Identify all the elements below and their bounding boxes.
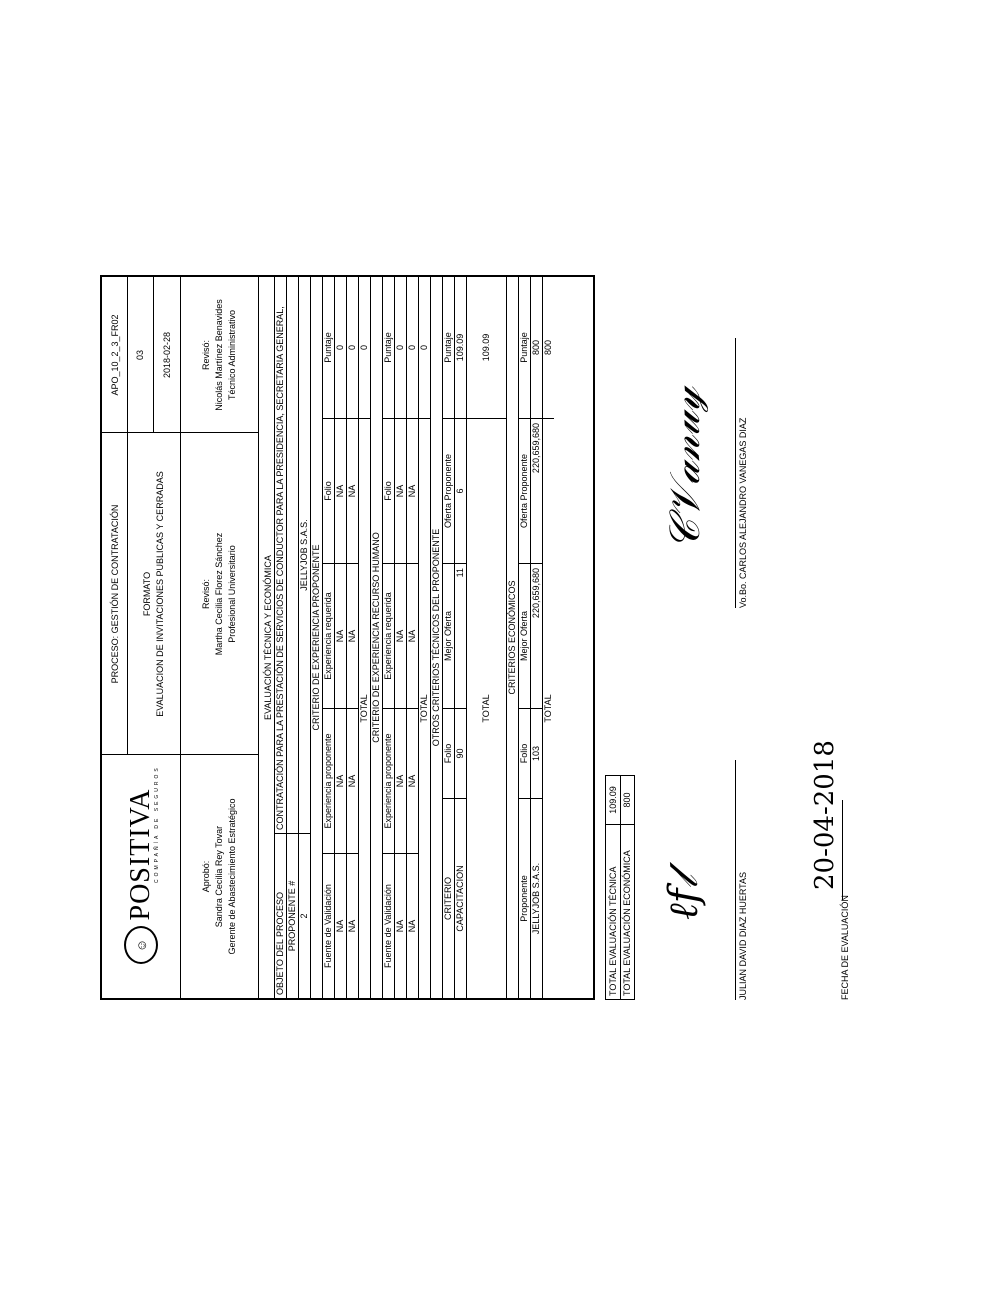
logo-block: [102, 754, 181, 998]
table-cell: CAPACITACION: [454, 798, 466, 998]
format-title: EVALUACION DE INVITACIONES PUBLICAS Y CERRADAS: [154, 471, 165, 717]
proponent-label: PROPONENTE #: [286, 833, 298, 998]
section-title: EVALUACIÓN TÉCNICA Y ECONÓMICA: [262, 277, 275, 998]
table-cell: Fuente de Validación: [322, 853, 334, 998]
logo-text: POSITIVA: [125, 788, 156, 921]
table-cell: Sandra Cecilia Rey Tovar: [213, 825, 224, 928]
table-cell: Oferta Proponente: [518, 418, 530, 563]
table-cell: Puntaje: [323, 332, 333, 363]
table-cell: NA: [406, 418, 418, 563]
logo-subtext: COMPAÑÍA DE SEGUROS: [154, 765, 160, 883]
table-cell: TOTAL EVALUACIÓN ECONÓMICA: [620, 824, 634, 999]
table-cell: 0: [335, 345, 345, 351]
other-technical-total: [466, 277, 507, 998]
form-header: [102, 277, 262, 998]
summary-technical-row: [606, 776, 621, 999]
process-title: PROCESO: GESTIÓN DE CONTRATACIÓN: [102, 432, 128, 755]
table-cell: 109.09: [455, 333, 465, 362]
table-cell: Mejor Oferta: [442, 563, 454, 708]
table-cell: Folio: [322, 418, 334, 563]
table-cell: 0: [419, 345, 429, 351]
exp-hr-title: CRITERIO DE EXPERIENCIA RECURSO HUMANO: [370, 277, 383, 998]
table-cell: 800: [543, 339, 553, 356]
evaluation-date-value: 20-04-2018: [810, 740, 840, 890]
table-cell: NA: [334, 853, 346, 998]
table-cell: JELLYJOB S.A.S.: [530, 798, 542, 998]
table-cell: Mejor Oferta: [518, 563, 530, 708]
table-cell: 103: [530, 708, 542, 798]
table-cell: 800: [622, 792, 632, 808]
table-cell: Folio: [518, 708, 530, 798]
table-cell: 220,659,680: [530, 418, 542, 563]
table-cell: NA: [394, 418, 406, 563]
evaluation-form: [100, 275, 595, 1000]
table-cell: Gerente de Abastecimiento Estratégico: [226, 798, 237, 955]
table-cell: 0: [395, 345, 405, 351]
table-cell: Técnico Administrativo: [226, 309, 237, 401]
logo-emblem-icon: ☺: [124, 926, 158, 964]
table-cell: Profesional Universitario: [226, 545, 237, 643]
table-cell: NA: [394, 708, 406, 853]
document-code: APO_10_2_3_FR02: [102, 277, 128, 433]
table-cell: Puntaje: [383, 332, 393, 363]
table-cell: 90: [454, 708, 466, 798]
document-date: 2018-02-28: [153, 277, 181, 433]
table-cell: Martha Cecilia Florez Sánchez: [213, 532, 224, 656]
table-cell: NA: [346, 853, 358, 998]
proponent-number: 2: [298, 833, 310, 998]
summary-economic-row: [620, 776, 634, 999]
reviewed-by-2: [180, 277, 259, 433]
table-cell: Folio: [442, 708, 454, 798]
table-cell: Aprobó:: [200, 860, 211, 893]
economic-title: CRITERIOS ECONÓMICOS: [506, 277, 519, 998]
table-cell: NA: [334, 708, 346, 853]
table-cell: 109.09: [481, 333, 491, 362]
table-cell: TOTAL: [358, 418, 370, 998]
table-cell: Nicolás Martínez Benavides: [213, 299, 224, 411]
signer-right-name: Vo.Bo. CARLOS ALEJANDRO VANEGAS DIAZ: [738, 417, 748, 608]
signature-left: ℓ𝑓𝓁: [661, 875, 707, 920]
table-cell: NA: [334, 563, 346, 708]
table-cell: NA: [406, 853, 418, 998]
table-cell: Folio: [382, 418, 394, 563]
table-cell: 0: [347, 345, 357, 351]
table-cell: Experiencia proponente: [322, 708, 334, 853]
table-cell: Experiencia requerida: [322, 563, 334, 708]
table-cell: NA: [406, 563, 418, 708]
table-cell: 6: [454, 418, 466, 563]
table-cell: 11: [454, 563, 466, 708]
table-cell: Experiencia proponente: [382, 708, 394, 853]
summary-totals: [605, 775, 635, 1000]
table-cell: TOTAL EVALUACIÓN TÉCNICA: [606, 824, 620, 999]
table-cell: CRITERIO: [442, 798, 454, 998]
table-cell: Puntaje: [519, 332, 529, 363]
table-cell: Puntaje: [443, 332, 453, 363]
table-cell: NA: [346, 418, 358, 563]
approved-by: [180, 754, 259, 998]
table-cell: Revisó:: [200, 340, 211, 371]
table-cell: 220,659,680: [530, 563, 542, 708]
process-object-value: CONTRATACIÓN PARA LA PRESTACIÓN DE SERVICIOS DE CONDUCTOR PARA LA PRESIDENCIA, SECRETARIA GENERAL,: [275, 306, 285, 830]
table-cell: 0: [359, 345, 369, 351]
table-cell: TOTAL: [542, 418, 554, 998]
reviewed-by-1: [180, 432, 259, 755]
table-cell: TOTAL: [466, 418, 506, 998]
table-cell: NA: [406, 708, 418, 853]
layout-block: [124, 789, 158, 965]
signer-left-name: JULIAN DAVID DIAZ HUERTAS: [738, 871, 748, 1000]
table-cell: Revisó:: [200, 579, 211, 610]
format-block: [127, 432, 181, 755]
table-cell: Experiencia requerida: [382, 563, 394, 708]
evaluation-date-label: FECHA DE EVALUACIÓN: [840, 895, 850, 1000]
signature-line-right: [735, 338, 736, 608]
table-cell: Oferta Proponente: [442, 418, 454, 563]
signature-line-left: [735, 760, 736, 1000]
scanned-page: [100, 100, 850, 1000]
table-cell: Fuente de Validación: [382, 853, 394, 998]
format-label: FORMATO: [141, 571, 152, 617]
table-cell: Proponente: [518, 798, 530, 998]
process-object-label: OBJETO DEL PROCESO: [274, 833, 286, 998]
table-cell: 0: [407, 345, 417, 351]
proponent-name: JELLYJOB S.A.S.: [299, 519, 309, 591]
economic-total: [542, 277, 554, 998]
other-technical-title: OTROS CRITERIOS TÉCNICOS DEL PROPONENTE: [430, 277, 443, 998]
exp-proponent-title: CRITERIO DE EXPERIENCIA PROPONENTE: [310, 277, 323, 998]
table-cell: NA: [346, 563, 358, 708]
table-cell: NA: [346, 708, 358, 853]
table-cell: TOTAL: [418, 418, 430, 998]
table-cell: 109.09: [608, 786, 618, 814]
table-cell: 800: [531, 339, 541, 356]
table-cell: NA: [394, 853, 406, 998]
signature-right: 𝒞𝒱𝒶𝓃𝓊𝓎: [660, 387, 709, 550]
layout-block: [286, 277, 298, 833]
date-line: [842, 800, 843, 900]
table-cell: NA: [394, 563, 406, 708]
document-version: 03: [127, 277, 154, 433]
table-cell: NA: [334, 418, 346, 563]
